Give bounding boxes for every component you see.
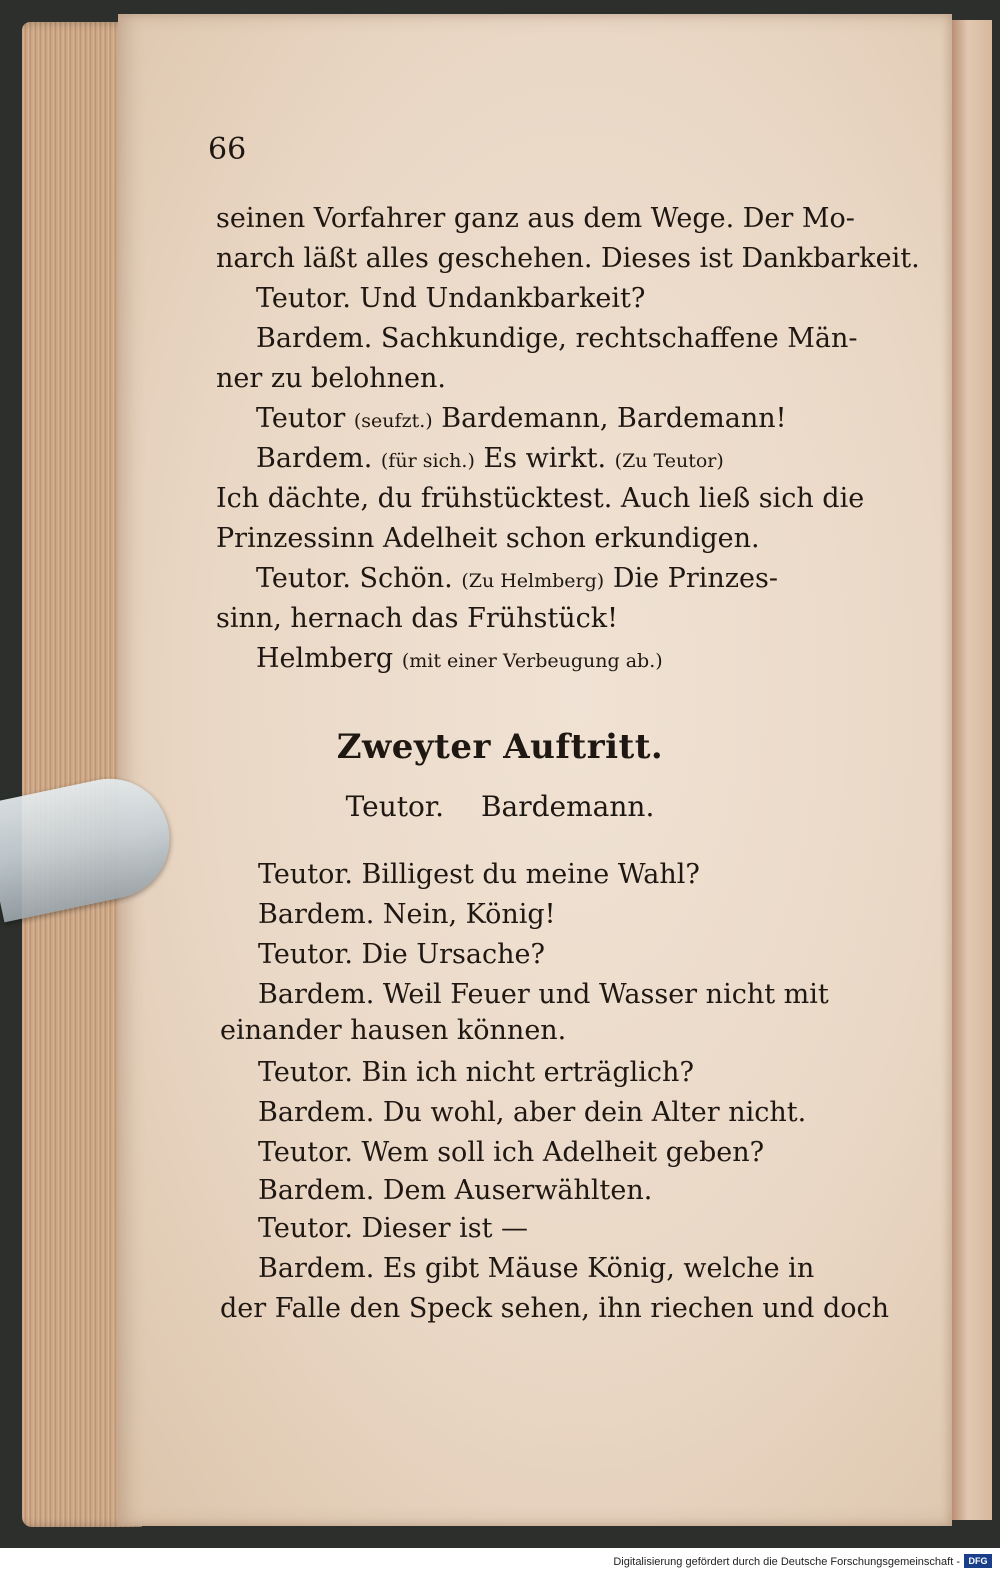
stage-direction: (seufzt.) — [353, 410, 433, 432]
scene-persons: Teutor. Bardemann. — [345, 790, 655, 823]
dfg-logo: DFG — [964, 1554, 992, 1568]
text-line: der Falle den Speck sehen, ihn riechen und doch — [220, 1293, 890, 1324]
text-line: Teutor. Wem soll ich Adelheit geben? — [258, 1137, 765, 1168]
page-number: 66 — [208, 132, 247, 167]
stage-direction: (mit einer Verbeugung ab.) — [401, 650, 663, 672]
text-line: ner zu belohnen. — [216, 363, 446, 394]
text-line — [256, 442, 724, 478]
text-line: Teutor. Und Undankbarkeit? — [256, 283, 646, 314]
text-line — [256, 642, 663, 678]
text-line: Bardem. Dem Auserwählten. — [258, 1175, 653, 1206]
speaker: Bardem. — [256, 443, 373, 474]
text-line — [256, 402, 786, 438]
text-line: Bardem. Du wohl, aber dein Alter nicht. — [258, 1097, 807, 1128]
text-line: Prinzessinn Adelheit schon erkundigen. — [216, 523, 760, 554]
speaker: Teutor — [256, 403, 346, 434]
text-line: sinn, hernach das Frühstück! — [216, 603, 618, 634]
text-line: Bardem. Nein, König! — [258, 899, 556, 930]
text-line: Bardem. Sachkundige, rechtschaffene Män- — [256, 323, 858, 354]
text-line: narch läßt alles geschehen. Dieses ist Dankbarkeit. — [216, 243, 920, 274]
text-line: Teutor. Bin ich nicht erträglich? — [258, 1057, 694, 1088]
funding-credit: Digitalisierung gefördert durch die Deutsche Forschungsgemeinschaft - — [613, 1556, 960, 1568]
stage-direction: (für sich.) — [380, 450, 475, 472]
text-line: Teutor. Billigest du meine Wahl? — [258, 859, 700, 890]
text-line: Teutor. Dieser ist — — [258, 1213, 528, 1244]
footer-bar — [0, 1548, 1000, 1588]
stage-direction: (Zu Teutor) — [614, 450, 724, 472]
spoken-text: Schön. — [359, 563, 453, 594]
spoken-text: Es wirkt. — [483, 443, 607, 474]
text-line: Ich dächte, du frühstücktest. Auch ließ sich die — [216, 483, 865, 514]
text-line: Teutor. Die Ursache? — [258, 939, 545, 970]
text-line — [256, 562, 778, 598]
text-line: Bardem. Weil Feuer und Wasser nicht mit — [258, 979, 829, 1010]
scene-heading: Zweyter Auftritt. — [336, 727, 664, 767]
text-line: Bardem. Es gibt Mäuse König, welche in — [258, 1253, 815, 1284]
spoken-text: Bardemann, Bardemann! — [441, 403, 787, 434]
speaker: Teutor. — [256, 563, 351, 594]
spoken-text: Die Prinzes- — [612, 563, 778, 594]
text-line: einander hausen können. — [220, 1015, 567, 1046]
stage-direction: (Zu Helmberg) — [461, 570, 605, 592]
speaker: Helmberg — [256, 643, 394, 674]
text-line: seinen Vorfahrer ganz aus dem Wege. Der Mo- — [216, 203, 855, 234]
